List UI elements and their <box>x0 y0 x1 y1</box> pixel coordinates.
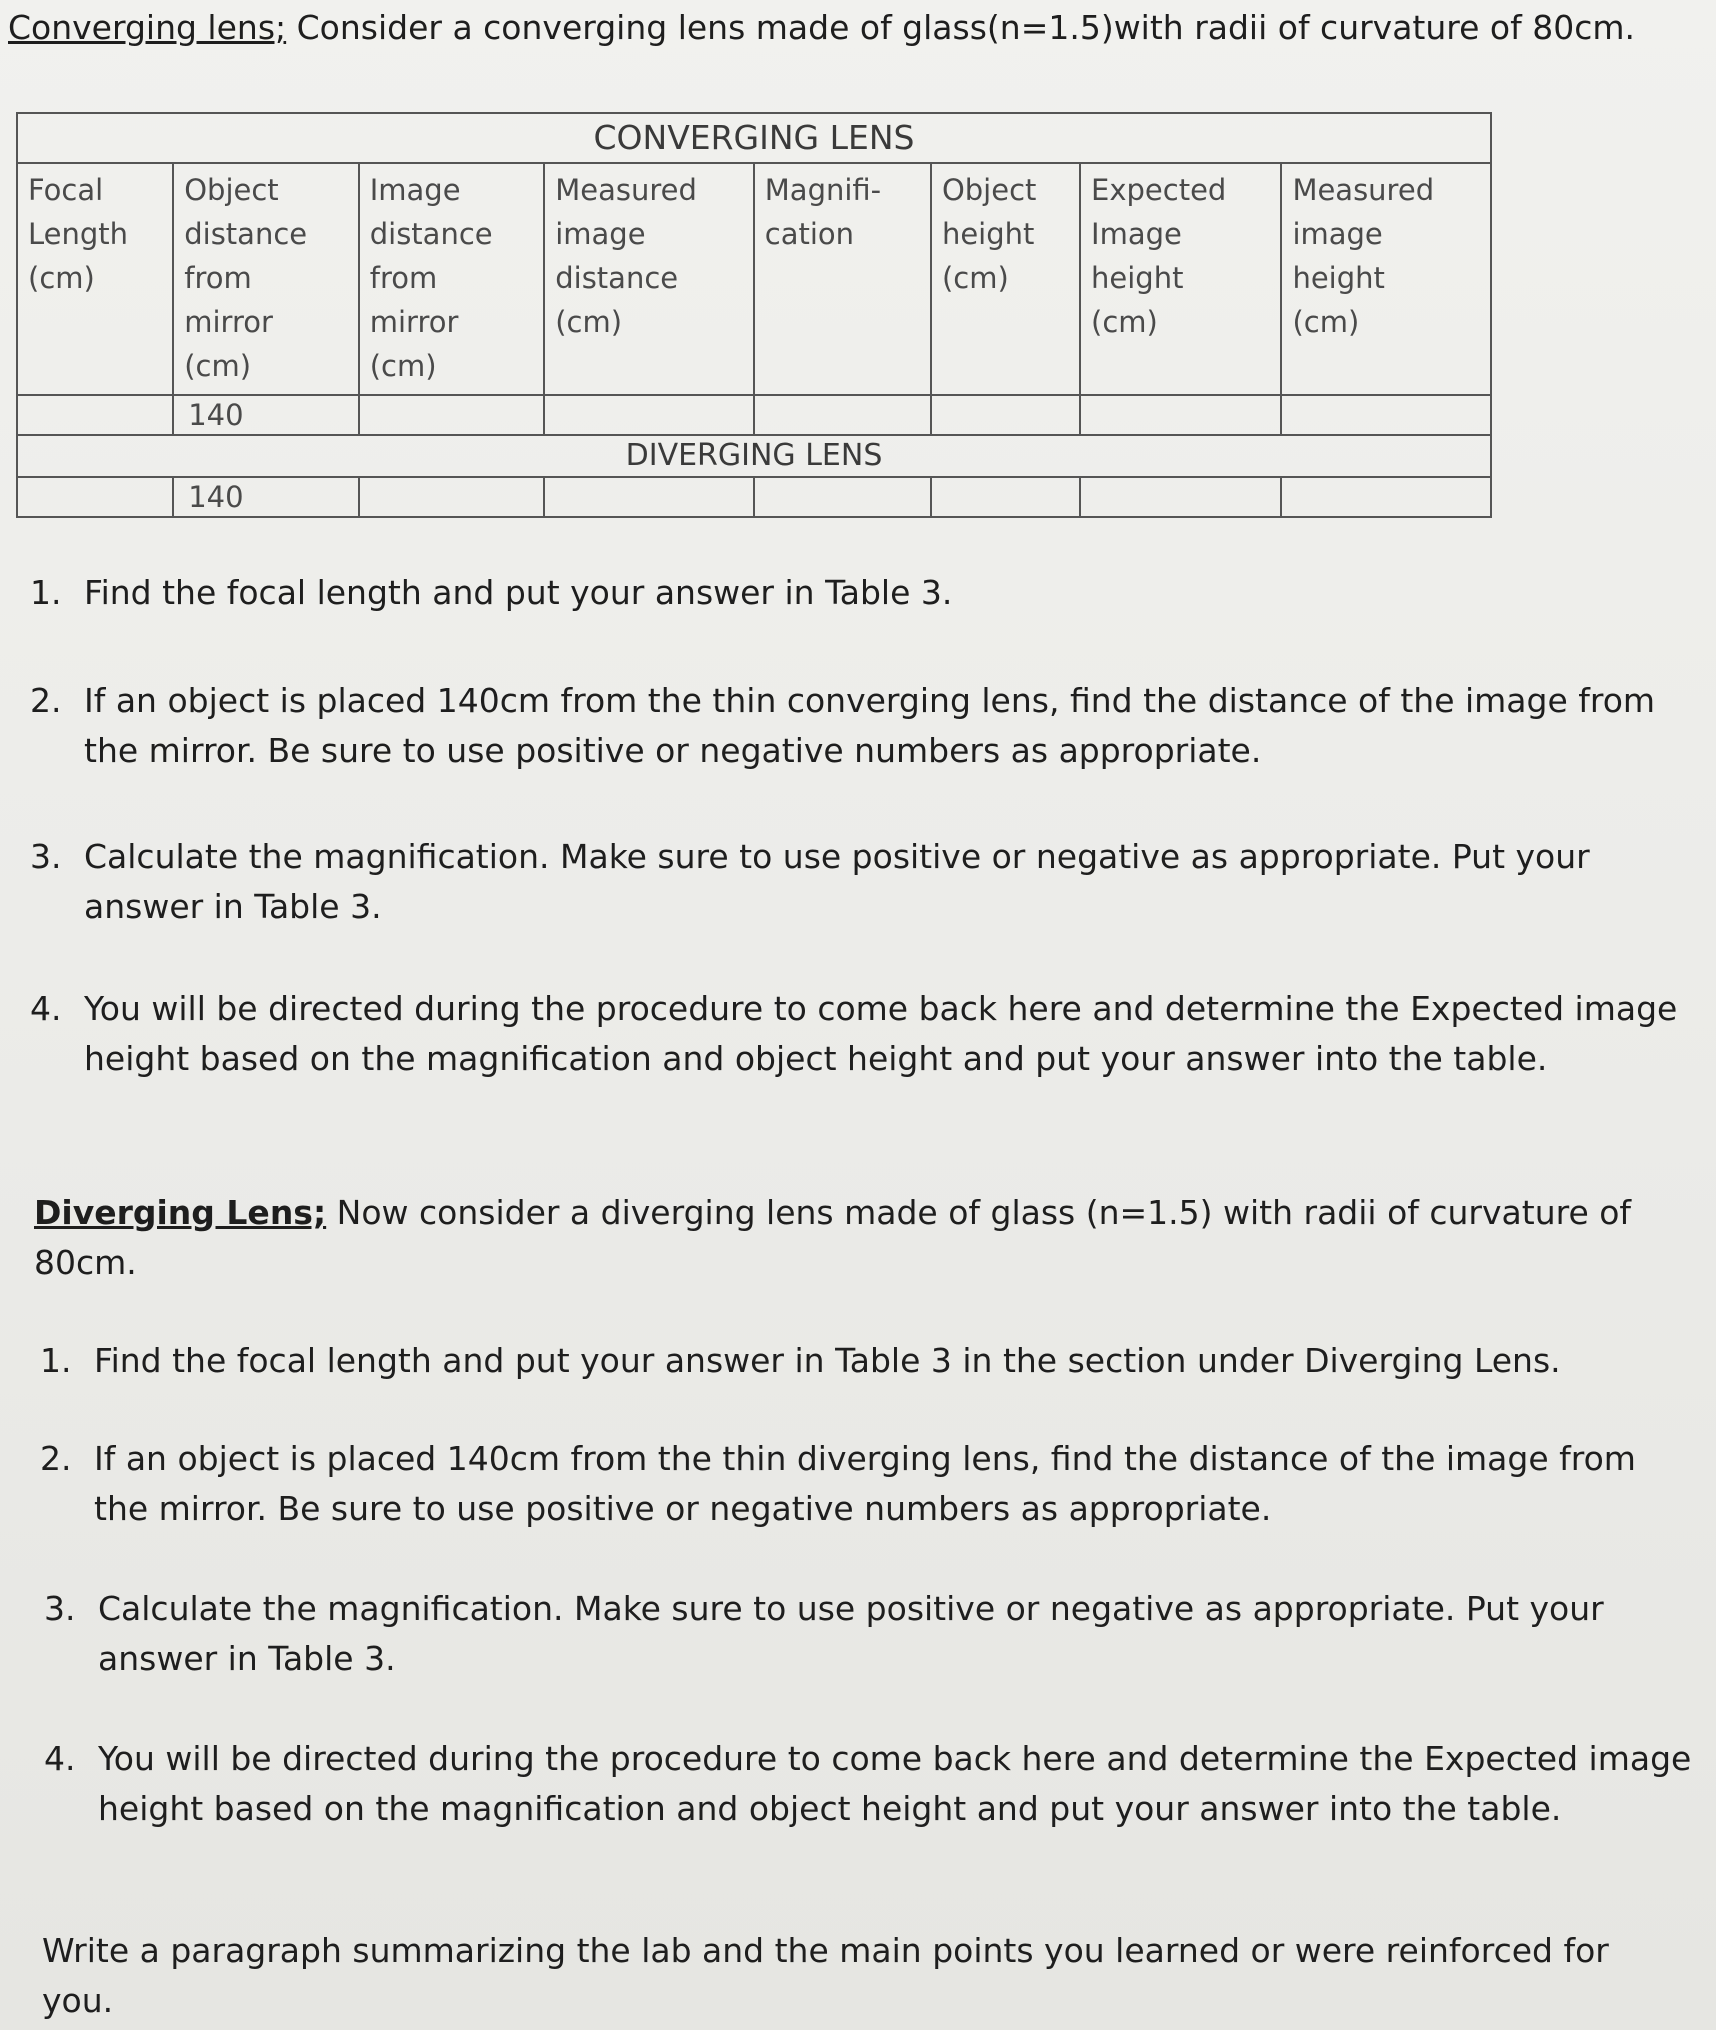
diverging-step-1: 1. Find the focal length and put your answer in Table 3 in the section under Diverging Lens. <box>40 1341 1561 1380</box>
diverging-expected-image-height-cell[interactable] <box>1080 477 1281 517</box>
converging-measured-image-distance-cell[interactable] <box>544 395 754 435</box>
converging-magnification-cell[interactable] <box>754 395 931 435</box>
converging-step-4: 4. You will be directed during the procedure to come back here and determine the Expected image height based on the magnification and object height and put your answer into the table. <box>30 989 1678 1078</box>
diverging-measured-image-distance-cell[interactable] <box>544 477 754 517</box>
diverging-intro-text: Now consider a diverging lens made of glass (n=1.5) with radii of curvature of 80cm. <box>34 1193 1632 1282</box>
step-text: You will be directed during the procedure to come back here and determine the Expected image height based on the magnification and object height and put your answer into the table. <box>98 1739 1692 1828</box>
converging-focal-length-cell[interactable] <box>17 395 173 435</box>
diverging-focal-length-cell[interactable] <box>17 477 173 517</box>
converging-step-3: 3. Calculate the magnification. Make sure to use positive or negative as appropriate. Put your answer in Table 3. <box>30 837 1590 926</box>
step-text: If an object is placed 140cm from the thin converging lens, find the distance of the image from the mirror. Be sure to use positive or negative numbers as appropriate. <box>84 681 1656 770</box>
header-expected-image-height: Expected Image height (cm) <box>1080 163 1281 395</box>
lens-data-table <box>16 112 1492 518</box>
diverging-step-4: 4. You will be directed during the procedure to come back here and determine the Expected image height based on the magnification and object height and put your answer into the table. <box>44 1739 1692 1828</box>
converging-intro <box>8 6 1708 50</box>
diverging-table-title: DIVERGING LENS <box>17 435 1491 477</box>
converging-table-title: CONVERGING LENS <box>17 113 1491 163</box>
step-text: You will be directed during the procedure to come back here and determine the Expected image height based on the magnification and object height and put your answer into the table. <box>84 989 1678 1078</box>
diverging-measured-image-height-cell[interactable] <box>1281 477 1491 517</box>
converging-measured-image-height-cell[interactable] <box>1281 395 1491 435</box>
diverging-intro-label: Diverging Lens; <box>34 1193 327 1232</box>
step-text: If an object is placed 140cm from the thin diverging lens, find the distance of the image from the mirror. Be sure to use positive or negative numbers as appropriate. <box>94 1439 1636 1528</box>
header-object-distance: Object distance from mirror (cm) <box>173 163 359 395</box>
diverging-object-distance-cell: 140 <box>173 477 359 517</box>
converging-object-height-cell[interactable] <box>931 395 1080 435</box>
header-image-distance: Image distance from mirror (cm) <box>359 163 545 395</box>
header-object-height: Object height (cm) <box>931 163 1080 395</box>
header-measured-image-distance: Measured image distance (cm) <box>544 163 754 395</box>
converging-step-1: 1. Find the focal length and put your answer in Table 3. <box>30 573 953 612</box>
step-text: Find the focal length and put your answer in Table 3 in the section under Diverging Lens. <box>94 1341 1561 1380</box>
diverging-magnification-cell[interactable] <box>754 477 931 517</box>
step-text: Calculate the magnification. Make sure to use positive or negative as appropriate. Put your answer in Table 3. <box>84 837 1590 926</box>
diverging-step-3: 3. Calculate the magnification. Make sure to use positive or negative as appropriate. Put your answer in Table 3. <box>44 1589 1604 1678</box>
header-measured-image-height: Measured image height (cm) <box>1281 163 1491 395</box>
diverging-image-distance-cell[interactable] <box>359 477 545 517</box>
converging-object-distance-cell: 140 <box>173 395 359 435</box>
diverging-intro <box>34 1188 1674 1288</box>
header-focal-length: Focal Length (cm) <box>17 163 173 395</box>
step-text: Find the focal length and put your answer in Table 3. <box>84 573 953 612</box>
converging-image-distance-cell[interactable] <box>359 395 545 435</box>
converging-expected-image-height-cell[interactable] <box>1080 395 1281 435</box>
converging-intro-label: Converging lens; <box>8 8 287 47</box>
converging-data-row <box>17 395 1491 435</box>
header-magnification: Magnifi- cation <box>754 163 931 395</box>
diverging-data-row <box>17 477 1491 517</box>
diverging-step-2: 2. If an object is placed 140cm from the thin diverging lens, find the distance of the image from the mirror. Be sure to use positive or negative numbers as appropriate. <box>40 1439 1636 1528</box>
table-header-row <box>17 163 1491 395</box>
step-text: Calculate the magnification. Make sure to use positive or negative as appropriate. Put your answer in Table 3. <box>98 1589 1604 1678</box>
converging-intro-text: Consider a converging lens made of glass(n=1.5)with radii of curvature of 80cm. <box>296 8 1635 47</box>
diverging-object-height-cell[interactable] <box>931 477 1080 517</box>
summary-paragraph: Write a paragraph summarizing the lab and the main points you learned or were reinforced for you. <box>42 1931 1609 2020</box>
converging-step-2: 2. If an object is placed 140cm from the thin converging lens, find the distance of the image from the mirror. Be sure to use positive or negative numbers as appropriate. <box>30 681 1656 770</box>
